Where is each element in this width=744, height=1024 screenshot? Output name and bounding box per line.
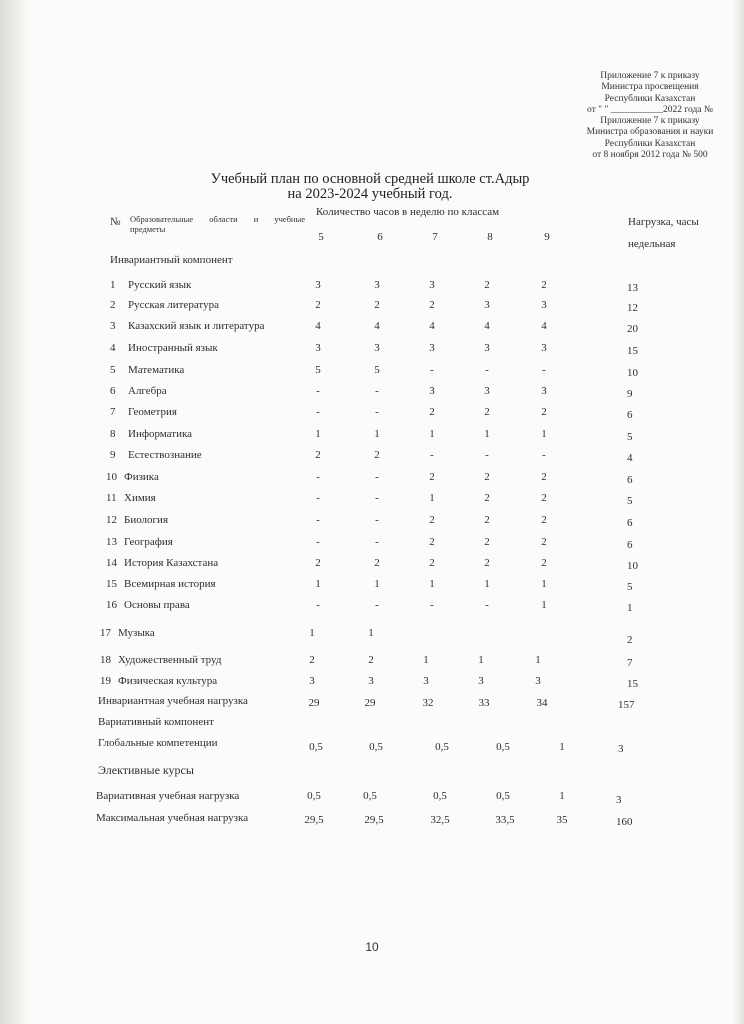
row-number: 17 xyxy=(100,627,111,639)
hours-value: 4 xyxy=(484,320,490,332)
hours-value: 1 xyxy=(478,654,484,666)
summary-value: 0,5 xyxy=(369,741,383,753)
header-load-line-1: Нагрузка, часы xyxy=(628,216,699,228)
appendix-line: Приложение 7 к приказу xyxy=(600,116,700,127)
subject-name: Иностранный язык xyxy=(128,342,218,354)
summary-label: Максимальная учебная нагрузка xyxy=(96,812,249,824)
hours-value: 1 xyxy=(374,578,380,590)
hours-value: 4 xyxy=(429,320,435,332)
hours-value: - xyxy=(375,536,379,548)
page-number: 10 xyxy=(365,940,379,954)
header-subject-word-2: области xyxy=(209,214,238,224)
hours-value: 1 xyxy=(541,578,547,590)
summary-label: Вариативный компонент xyxy=(98,716,214,728)
row-total: 6 xyxy=(627,539,633,551)
hours-value: 3 xyxy=(315,279,321,291)
hours-value: - xyxy=(485,364,489,376)
invariant-component-heading: Инвариантный компонент xyxy=(110,254,233,266)
appendix-line: от " " ___________2022 года № xyxy=(587,104,713,115)
row-number: 8 xyxy=(110,428,116,440)
row-total: 12 xyxy=(627,302,638,314)
summary-total: 160 xyxy=(616,816,633,828)
hours-value: 2 xyxy=(484,514,490,526)
hours-value: 2 xyxy=(541,536,547,548)
hours-value: 2 xyxy=(484,406,490,418)
hours-value: - xyxy=(375,492,379,504)
summary-value: 32 xyxy=(422,697,434,709)
hours-value: 1 xyxy=(541,428,547,440)
hours-value: 2 xyxy=(429,471,435,483)
hours-value: 2 xyxy=(368,654,374,666)
subject-name: История Казахстана xyxy=(124,557,219,569)
hours-value: - xyxy=(430,449,434,461)
title-line-2: на 2023-2024 учебный год. xyxy=(287,186,453,202)
hours-value: 2 xyxy=(309,654,315,666)
row-number: 5 xyxy=(110,364,116,376)
hours-value: 2 xyxy=(484,536,490,548)
row-total: 5 xyxy=(627,495,633,507)
hours-value: - xyxy=(542,364,546,376)
summary-value: 0,5 xyxy=(435,741,449,753)
hours-value: 1 xyxy=(374,428,380,440)
summary-label: Элективные курсы xyxy=(98,763,194,777)
hours-value: 2 xyxy=(484,279,490,291)
hours-value: - xyxy=(316,471,320,483)
hours-value: 1 xyxy=(429,578,435,590)
subject-name: Естествознание xyxy=(128,449,202,461)
grade-header: 6 xyxy=(377,231,383,243)
hours-value: 4 xyxy=(374,320,380,332)
hours-value: 4 xyxy=(541,320,547,332)
header-hours-per-week: Количество часов в неделю по классам xyxy=(316,206,500,218)
grade-header: 9 xyxy=(544,231,550,243)
header-subject-word-3: и xyxy=(253,214,259,224)
hours-value: 3 xyxy=(484,342,490,354)
hours-value: 2 xyxy=(374,449,380,461)
header-subject-word-1: Образовательные xyxy=(130,214,194,224)
hours-value: 2 xyxy=(374,299,380,311)
document-title xyxy=(200,172,540,202)
hours-value: 1 xyxy=(429,428,435,440)
grade-header: 7 xyxy=(432,231,438,243)
hours-value: 1 xyxy=(484,428,490,440)
subject-name: Геометрия xyxy=(128,406,177,418)
row-total: 6 xyxy=(627,409,633,421)
hours-value: 2 xyxy=(541,557,547,569)
subject-name: Всемирная история xyxy=(124,578,216,590)
row-total: 9 xyxy=(627,388,633,400)
subject-name: Физика xyxy=(124,471,159,483)
hours-value: 3 xyxy=(368,675,374,687)
summary-value: 32,5 xyxy=(430,814,450,826)
hours-value: - xyxy=(316,406,320,418)
row-total: 13 xyxy=(627,282,638,294)
appendix-line: Республики Казахстан xyxy=(604,93,696,104)
hours-value: - xyxy=(485,599,489,611)
hours-value: 2 xyxy=(374,557,380,569)
summary-value: 33,5 xyxy=(495,814,515,826)
header-subject-word-5: предметы xyxy=(130,224,166,234)
summary-value: 29 xyxy=(364,697,376,709)
subject-name: Алгебра xyxy=(128,385,167,397)
subject-name: Русский язык xyxy=(128,279,192,291)
row-total: 10 xyxy=(627,367,638,379)
hours-value: 2 xyxy=(484,492,490,504)
row-total: 20 xyxy=(627,323,638,335)
summary-value: 1 xyxy=(559,741,565,753)
hours-value: 3 xyxy=(429,385,435,397)
summary-total: 3 xyxy=(616,794,622,806)
hours-value: 2 xyxy=(429,514,435,526)
hours-value: 2 xyxy=(315,299,321,311)
row-number: 2 xyxy=(110,299,116,311)
summary-value: 34 xyxy=(536,697,548,709)
appendix-line: Министра просвещения xyxy=(601,82,699,93)
summary-value: 0,5 xyxy=(307,790,321,802)
hours-value: 3 xyxy=(429,279,435,291)
summary-value: 29 xyxy=(308,697,320,709)
hours-value: 2 xyxy=(541,471,547,483)
summary-value: 0,5 xyxy=(309,741,323,753)
hours-value: - xyxy=(375,471,379,483)
hours-value: 2 xyxy=(429,406,435,418)
hours-value: 3 xyxy=(478,675,484,687)
row-number: 10 xyxy=(106,471,117,483)
header-number: № xyxy=(110,216,121,228)
appendix-line: Министра образования и науки xyxy=(586,127,714,138)
row-total: 6 xyxy=(627,474,633,486)
hours-value: - xyxy=(316,492,320,504)
hours-value: 3 xyxy=(541,299,547,311)
row-total: 5 xyxy=(627,431,633,443)
hours-value: 4 xyxy=(315,320,321,332)
hours-value: - xyxy=(316,599,320,611)
subject-name: Биология xyxy=(124,514,169,526)
hours-value: 3 xyxy=(374,279,380,291)
summary-value: 35 xyxy=(556,814,568,826)
hours-value: 2 xyxy=(429,557,435,569)
hours-value: 5 xyxy=(315,364,321,376)
hours-value: 3 xyxy=(374,342,380,354)
grade-header: 8 xyxy=(487,231,493,243)
hours-value: 3 xyxy=(429,342,435,354)
row-number: 16 xyxy=(106,599,117,611)
summary-label: Глобальные компетенции xyxy=(98,737,218,749)
summary-value: 29,5 xyxy=(364,814,384,826)
hours-value: - xyxy=(485,449,489,461)
hours-value: - xyxy=(316,536,320,548)
summary-label: Инвариантная учебная нагрузка xyxy=(98,695,248,707)
hours-value: 1 xyxy=(423,654,429,666)
summary-total: 157 xyxy=(618,699,635,711)
row-total: 15 xyxy=(627,678,638,690)
row-number: 19 xyxy=(100,675,111,687)
hours-value: 2 xyxy=(315,557,321,569)
hours-value: 5 xyxy=(374,364,380,376)
hours-value: 1 xyxy=(368,627,374,639)
summary-value: 0,5 xyxy=(496,741,510,753)
title-line-1: Учебный план по основной средней школе ст.Адыр xyxy=(210,171,530,187)
subject-name: Музыка xyxy=(118,627,155,639)
summary-total: 3 xyxy=(618,743,624,755)
row-number: 15 xyxy=(106,578,117,590)
subject-name: Математика xyxy=(128,364,185,376)
scan-shadow-left xyxy=(0,0,30,1024)
subject-name: География xyxy=(124,536,173,548)
row-total: 2 xyxy=(627,634,633,646)
row-number: 1 xyxy=(110,279,116,291)
hours-value: 3 xyxy=(484,385,490,397)
hours-value: 1 xyxy=(315,428,321,440)
row-number: 14 xyxy=(106,557,117,569)
summary-value: 1 xyxy=(559,790,565,802)
row-number: 6 xyxy=(110,385,116,397)
hours-value: 1 xyxy=(535,654,541,666)
header-subject-column xyxy=(130,214,305,234)
hours-value: 1 xyxy=(429,492,435,504)
hours-value: 2 xyxy=(541,406,547,418)
row-total: 1 xyxy=(627,602,633,614)
hours-value: - xyxy=(316,385,320,397)
grade-header: 5 xyxy=(318,231,324,243)
hours-value: 3 xyxy=(541,385,547,397)
appendix-line: Республики Казахстан xyxy=(604,138,696,149)
header-subject-word-4: учебные xyxy=(274,214,305,224)
hours-value: - xyxy=(375,406,379,418)
summary-value: 0,5 xyxy=(433,790,447,802)
subject-name: Физическая культура xyxy=(118,675,218,687)
summary-value: 0,5 xyxy=(363,790,377,802)
hours-value: 1 xyxy=(315,578,321,590)
header-load-line-2: недельная xyxy=(628,238,676,250)
hours-value: - xyxy=(316,514,320,526)
subject-name: Информатика xyxy=(128,428,193,440)
hours-value: - xyxy=(430,599,434,611)
row-number: 9 xyxy=(110,449,116,461)
hours-value: - xyxy=(375,514,379,526)
row-total: 5 xyxy=(627,581,633,593)
subject-name: Основы права xyxy=(124,599,190,611)
summary-label: Вариативная учебная нагрузка xyxy=(96,790,240,802)
hours-value: 2 xyxy=(484,471,490,483)
appendix-line: Приложение 7 к приказу xyxy=(600,71,700,81)
hours-value: 2 xyxy=(429,299,435,311)
subject-name: Химия xyxy=(124,492,156,504)
hours-value: 1 xyxy=(309,627,315,639)
summary-value: 0,5 xyxy=(496,790,510,802)
hours-value: 1 xyxy=(484,578,490,590)
row-total: 6 xyxy=(627,517,633,529)
hours-value: - xyxy=(375,599,379,611)
hours-value: 2 xyxy=(541,514,547,526)
summary-value: 33 xyxy=(478,697,490,709)
summary-value: 29,5 xyxy=(304,814,324,826)
row-number: 12 xyxy=(106,514,117,526)
hours-value: 3 xyxy=(309,675,315,687)
hours-value: 2 xyxy=(541,492,547,504)
hours-value: 1 xyxy=(541,599,547,611)
row-number: 4 xyxy=(110,342,116,354)
hours-value: - xyxy=(375,385,379,397)
hours-value: 3 xyxy=(484,299,490,311)
hours-value: 3 xyxy=(423,675,429,687)
row-number: 7 xyxy=(110,406,116,418)
hours-value: 2 xyxy=(484,557,490,569)
hours-value: - xyxy=(542,449,546,461)
hours-value: 3 xyxy=(535,675,541,687)
row-total: 7 xyxy=(627,657,633,669)
hours-value: 2 xyxy=(315,449,321,461)
subject-name: Художественный труд xyxy=(118,654,222,666)
row-total: 10 xyxy=(627,560,638,572)
row-number: 18 xyxy=(100,654,111,666)
appendix-line: от 8 ноября 2012 года № 500 xyxy=(592,150,708,161)
row-number: 3 xyxy=(110,320,116,332)
subject-name: Русская литература xyxy=(128,299,219,311)
row-total: 4 xyxy=(627,452,633,464)
subject-name: Казахский язык и литература xyxy=(128,320,265,332)
hours-value: 2 xyxy=(541,279,547,291)
hours-value: 3 xyxy=(541,342,547,354)
hours-value: 3 xyxy=(315,342,321,354)
hours-value: 2 xyxy=(429,536,435,548)
row-number: 13 xyxy=(106,536,117,548)
row-total: 15 xyxy=(627,345,638,357)
hours-value: - xyxy=(430,364,434,376)
appendix-note xyxy=(560,71,740,161)
row-number: 11 xyxy=(106,492,117,504)
